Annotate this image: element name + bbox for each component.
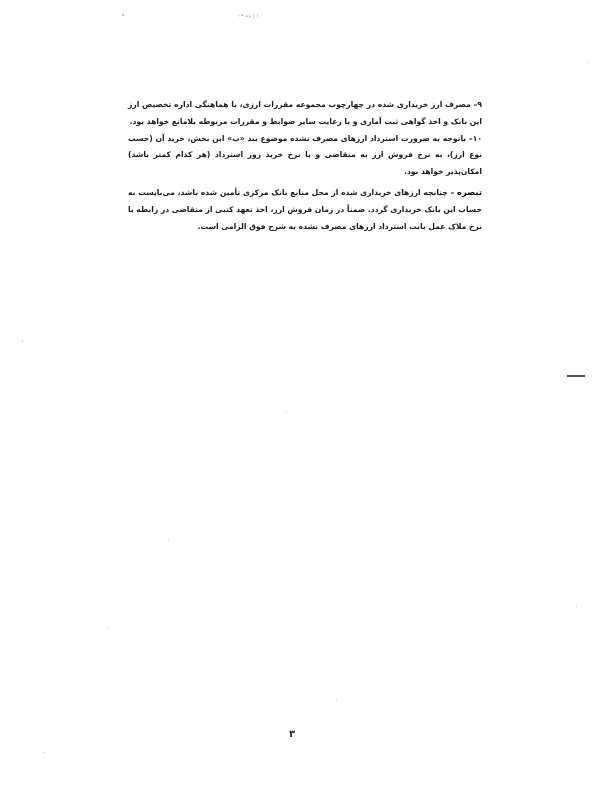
scan-speck — [336, 700, 337, 701]
scan-speck — [22, 340, 23, 342]
note-paragraph — [128, 184, 482, 235]
scan-speck — [108, 628, 109, 629]
page-number: ۳ — [288, 729, 296, 740]
scan-header-mark: ؛ * •» ) ! — [238, 14, 259, 20]
paragraph-10: ۱۰– باتوجه به ضرورت استرداد ارزهای مصرف نشده موضوع بند «ب» این بخش، خرید آن (حسب نوع ارز)، به نرخ فروش ارز به متقاضی و یا نرخ خرید روز استرداد (هر کدام کمتر باشد) امکان‌پذیر خواهد بود. — [128, 133, 482, 177]
scan-speck — [588, 62, 589, 63]
note-text: – چنانچه ارزهای خریداری شده از محل منابع بانک مرکزی تأمین شده باشد، می‌بایست به حساب این بانک خریداری گردد. ضمناً در زمان فروش ارز، اخذ تعهد کتبی از متقاضی در رابطه با نرخ ملاک عمل بابت استرداد ارزهای مصرف نشده به شرح فوق الزامی است. — [128, 187, 482, 231]
scan-speck — [286, 412, 287, 413]
paragraph-9: ۹– مصرف ارز خریداری شده در چهارچوب مجموعه مقررات ارزی، با هماهنگی اداره تخصیص ارز این بانک و اخذ گواهی ثبت آماری و با رعایت سایر ضوابط و مقررات مربوطه بلامانع خواهد بود. — [128, 100, 482, 126]
scan-speck — [44, 752, 45, 753]
body-text — [128, 97, 482, 235]
scan-speck — [168, 540, 169, 541]
margin-mark — [567, 375, 585, 377]
scan-speck — [576, 606, 577, 607]
scan-speck — [122, 14, 124, 16]
note-label: تبصره — [457, 186, 482, 197]
